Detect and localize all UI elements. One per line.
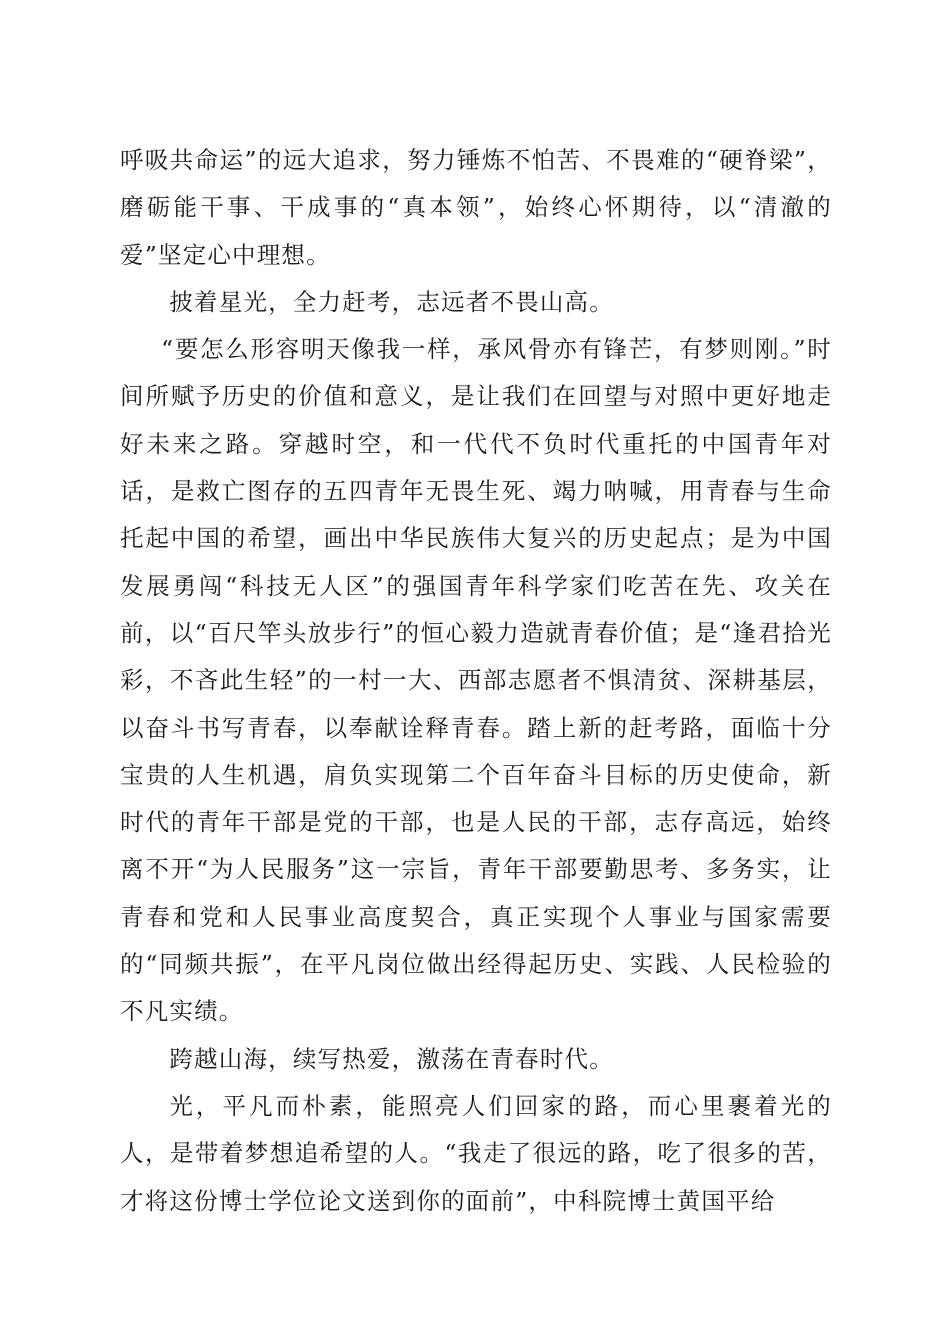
paragraph-continuation: 呼吸共命运”的远大追求，努力锤炼不怕苦、不畏难的“硬脊梁”，磨砺能干事、干成事的“真本领”，始终心怀期待，以“清澈的爱”坚定心中理想。 <box>120 146 832 269</box>
document-body <box>120 137 832 1225</box>
section-heading-starlight: 披着星光，全力赶考，志远者不畏山高。 <box>169 287 614 316</box>
paragraph-youth-dialogue: “要怎么形容明天像我一样，承风骨亦有锋芒，有梦则刚。”时间所赋予历史的价值和意义，是让我们在回望与对照中更好地走好未来之路。穿越时空，和一代代不负时代重托的中国青年对话，是救亡图存的五四青年无畏生死、竭力呐喊，用青春与生命托起中国的希望，画出中华民族伟大复兴的历史起点；是为中国发展勇闯“科技无人区”的强国青年科学家们吃苦在先、攻关在前，以“百尺竿头放步行”的恒心毅力造就青春价值；是“逢君拾光彩，不吝此生轻”的一村一大、西部志愿者不惧清贫、深耕基层，以奋斗书写青春，以奉献诠释青春。踏上新的赶考路，面临十分宝贵的人生机遇，肩负实现第二个百年奋斗目标的历史使命，新时代的青年干部是党的干部，也是人民的干部，志存高远，始终离不开“为人民服务”这一宗旨，青年干部要勤思考、多务实，让青春和党和人民事业高度契合，真正实现个人事业与国家需要的“同频共振”，在平凡岗位做出经得起历史、实践、人民检验的不凡实绩。 <box>120 335 832 1026</box>
section-heading-mountains-seas: 跨越山海，续写热爱，激荡在青春时代。 <box>169 1044 614 1073</box>
paragraph-light: 光，平凡而朴素，能照亮人们回家的路，而心里裹着光的人，是带着梦想追希望的人。“我走了很远的路，吃了很多的苦，才将这份博士学位论文送到你的面前”，中科院博士黄国平给 <box>120 1091 832 1215</box>
